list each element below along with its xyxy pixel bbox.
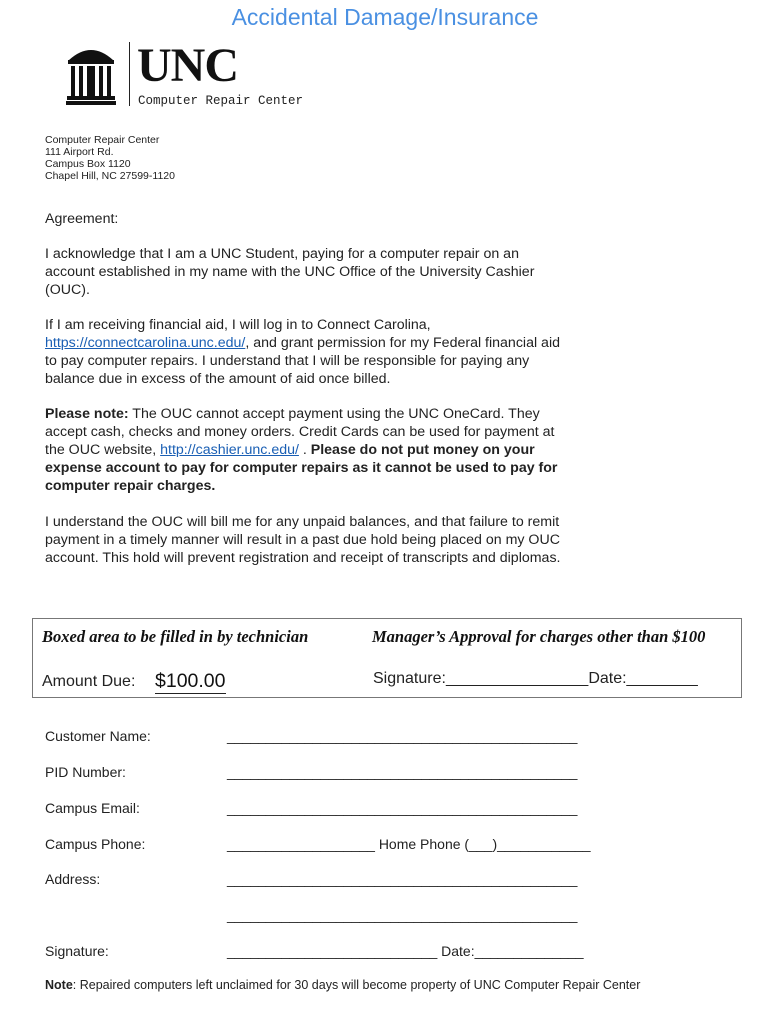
manager-approval-heading: Manager’s Approval for charges other than $100: [372, 627, 706, 646]
agreement-paragraph-3: [45, 405, 565, 495]
agreement-paragraph-4: [45, 513, 565, 567]
agreement-heading: Agreement:: [45, 211, 119, 227]
phone-fields[interactable]: ___________________ Home Phone (___)____________: [227, 836, 591, 852]
address-line: Campus Box 1120: [45, 158, 131, 170]
separator: .: [298, 442, 311, 458]
paragraph-text: The OUC cannot accept payment using the UNC OneCard. They accept cash, checks and money orders. Credit Cards can be used for payment at the OUC website,: [45, 406, 555, 458]
note-text: : Repaired computers left unclaimed for 30 days will become property of UNC Computer Repair Center: [72, 978, 641, 992]
address-field-line-1[interactable]: _____________________________________________: [227, 871, 578, 887]
mailing-address: [45, 134, 175, 182]
customer-name-field[interactable]: _____________________________________________: [227, 728, 578, 744]
agreement-paragraph-2: [45, 316, 565, 388]
signature-date-field[interactable]: ___________________________ Date:______________: [227, 943, 584, 959]
logo-divider: [129, 42, 130, 106]
agreement-paragraph-1: [45, 245, 565, 299]
address-line: Computer Repair Center: [45, 134, 160, 146]
footer-note: [45, 978, 640, 992]
amount-due-label: Amount Due:: [42, 673, 136, 690]
address-line: 111 Airport Rd.: [45, 146, 114, 158]
campus-email-field[interactable]: _____________________________________________: [227, 800, 578, 816]
cashier-website-link[interactable]: http://cashier.unc.edu/: [160, 442, 299, 458]
warning-text: Please do not put money on your expense account to pay for computer repairs as it cannot be used to pay for computer repair charges.: [45, 442, 558, 494]
amount-due-value[interactable]: $100.00: [155, 670, 226, 692]
logo-wordmark: UNC: [137, 39, 238, 92]
paragraph-text: If I am receiving financial aid, I will log in to Connect Carolina,: [45, 317, 431, 333]
address-label: Address:: [45, 871, 101, 887]
address-field-line-2[interactable]: _____________________________________________: [227, 907, 578, 923]
pid-number-field[interactable]: _____________________________________________: [227, 764, 578, 780]
customer-name-label: Customer Name:: [45, 728, 151, 744]
connect-carolina-link[interactable]: https://connectcarolina.unc.edu/: [45, 335, 246, 351]
address-line: Chapel Hill, NC 27599-1120: [45, 170, 175, 182]
old-well-logo-icon: [66, 44, 116, 106]
campus-phone-label: Campus Phone:: [45, 836, 146, 852]
campus-email-label: Campus Email:: [45, 800, 140, 816]
manager-signature-field[interactable]: Signature:________________Date:________: [373, 670, 698, 687]
paragraph-text: I understand the OUC will bill me for any unpaid balances, and that failure to remit payment in a timely manner will result in a past due hold being placed on my OUC account. This hold will prevent registration and receipt of transcripts and diplomas.: [45, 514, 561, 566]
technician-box-heading: Boxed area to be filled in by technician: [42, 627, 309, 646]
paragraph-text: I acknowledge that I am a UNC Student, paying for a computer repair on an account established in my name with the UNC Office of the University Cashier (OUC).: [45, 246, 535, 298]
pid-number-label: PID Number:: [45, 764, 126, 780]
note-label: Note: [45, 978, 73, 992]
paragraph-text: , and grant permission for my Federal financial aid to pay computer repairs. I understand that I will be responsible for paying any balance due in excess of the amount of aid once billed.: [45, 335, 560, 387]
please-note-label: Please note:: [45, 406, 129, 422]
signature-label: Signature:: [45, 943, 109, 959]
logo-subtitle: Computer Repair Center: [138, 94, 304, 108]
page-title: Accidental Damage/Insurance: [231, 4, 539, 30]
